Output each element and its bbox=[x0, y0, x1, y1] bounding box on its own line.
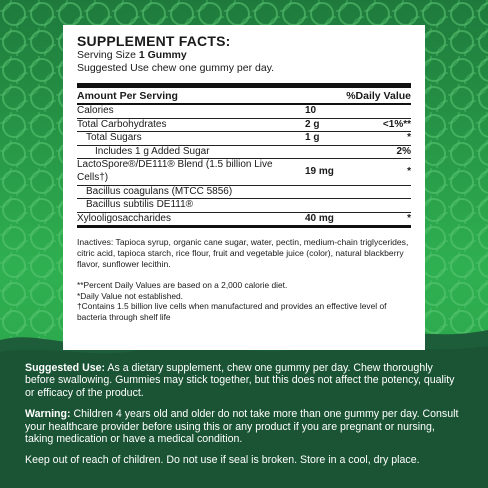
suggested-use-line: Suggested Use chew one gummy per day. bbox=[77, 62, 275, 74]
facts-header bbox=[77, 88, 411, 103]
warning-paragraph bbox=[25, 408, 465, 445]
row-dv: * bbox=[407, 165, 411, 177]
row-amount bbox=[305, 145, 365, 159]
storage-paragraph: Keep out of reach of children. Do not use if seal is broken. Store in a cool, dry place. bbox=[25, 454, 420, 467]
warning-label: Warning: bbox=[25, 408, 71, 421]
row-dv: * bbox=[407, 212, 411, 224]
facts-title: SUPPLEMENT FACTS: bbox=[77, 33, 231, 49]
table-row bbox=[77, 132, 411, 146]
row-name: Calories bbox=[77, 105, 114, 116]
row-dv bbox=[365, 185, 411, 199]
table-row bbox=[77, 118, 411, 132]
serving-size bbox=[77, 49, 411, 62]
facts-table bbox=[77, 105, 411, 228]
table-row bbox=[77, 185, 411, 199]
table-row bbox=[77, 105, 411, 118]
row-dv: 2% bbox=[396, 145, 411, 157]
row-name: LactoSpore®/DE111® Blend (1.5 billion Live Cells†) bbox=[77, 159, 273, 183]
amount-per-serving-header: Amount Per Serving bbox=[77, 90, 178, 102]
serving-size-value: 1 Gummy bbox=[138, 49, 187, 61]
supplement-facts-panel bbox=[63, 25, 425, 350]
row-name: Bacillus subtilis DE111® bbox=[86, 199, 194, 211]
row-dv bbox=[365, 105, 411, 118]
serving-size-label: Serving Size bbox=[77, 49, 139, 61]
row-amount: 40 mg bbox=[305, 212, 334, 224]
footnote-dv-not-established: *Daily Value not established. bbox=[77, 290, 183, 301]
row-name: Includes 1 g Added Sugar bbox=[95, 145, 210, 157]
row-name: Total Carbohydrates bbox=[77, 118, 167, 130]
warning-text: Children 4 years old and older do not take more than one gummy per day. Consult your healthcare provider before using this or any product if you are pregnant or nursing, taking medication or have a medical condition. bbox=[25, 408, 459, 446]
row-amount: 1 g bbox=[305, 132, 320, 144]
row-name: Bacillus coagulans (MTCC 5856) bbox=[86, 185, 233, 197]
footnotes bbox=[77, 280, 411, 322]
row-name: Xylooligosaccharides bbox=[77, 212, 171, 224]
row-amount: 10 bbox=[305, 105, 317, 116]
directions-section bbox=[25, 362, 465, 476]
row-amount: 2 g bbox=[305, 118, 320, 130]
row-amount bbox=[305, 199, 365, 213]
row-amount bbox=[305, 185, 365, 199]
footnote-live-cells: †Contains 1.5 billion live cells when manufactured and provides an effective level of bacteria through shelf life bbox=[77, 301, 387, 322]
table-row bbox=[77, 145, 411, 159]
row-amount: 19 mg bbox=[305, 165, 334, 177]
table-row bbox=[77, 212, 411, 227]
footnote-percent-dv: **Percent Daily Values are based on a 2,000 calorie diet. bbox=[77, 280, 288, 291]
row-dv bbox=[365, 199, 411, 213]
row-name: Total Sugars bbox=[86, 132, 142, 144]
row-dv: <1%** bbox=[382, 118, 411, 130]
table-row bbox=[77, 159, 411, 185]
inactive-ingredients: Inactives: Tapioca syrup, organic cane sugar, water, pectin, medium-chain triglycerides, citric acid, tapioca starch, rice flour, fruit and vegetable juice (color), natural blackberry flavor, sunflower lecithin. bbox=[77, 237, 409, 270]
suggested-use-text: As a dietary supplement, chew one gummy per day. Chew thoroughly before swallowing. Gummies may stick together, but this does not affect the potency, quality or efficacy of the product. bbox=[25, 362, 455, 399]
daily-value-header: %Daily Value bbox=[346, 90, 411, 102]
row-dv: * bbox=[407, 132, 411, 144]
table-row bbox=[77, 199, 411, 213]
suggested-use-paragraph bbox=[25, 362, 465, 399]
suggested-use-label: Suggested Use: bbox=[25, 362, 106, 374]
